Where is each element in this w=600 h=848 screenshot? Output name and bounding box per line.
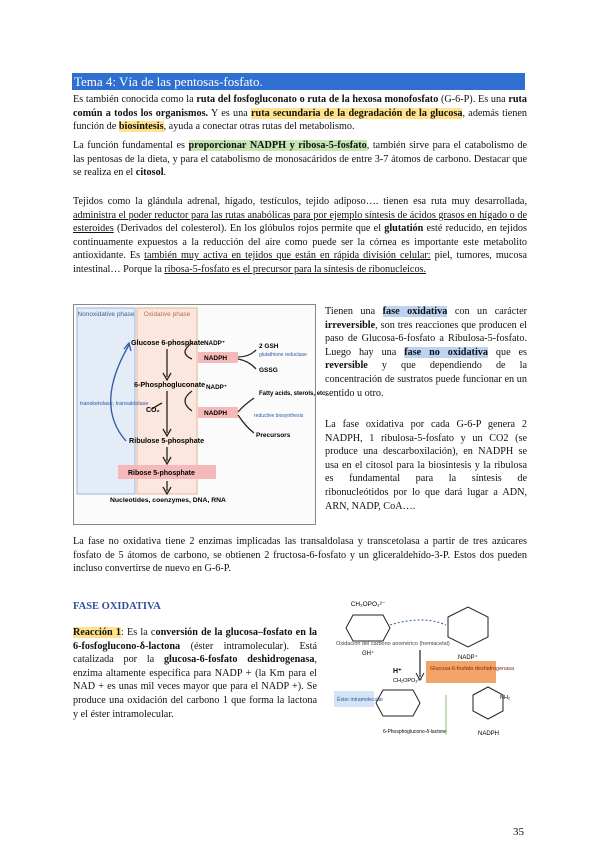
reductive-biosynthesis-label: reductive biosynthesis xyxy=(254,413,304,419)
ox-phase-label: Oxidative phase xyxy=(143,311,191,318)
ribulose-5-phosphate-label: Ribulose 5-phosphate xyxy=(129,436,205,445)
nadph-label-1: NADPH xyxy=(204,355,228,362)
gssg-label: GSSG xyxy=(259,367,278,374)
enzyme-label: Glucosa-6-fosfato deshidrogenasa xyxy=(430,666,515,672)
ch2opo3-bottom: CH₂OPO₃²⁻ xyxy=(393,678,423,684)
pathway-figure xyxy=(73,304,328,525)
nadph-ring xyxy=(473,687,503,719)
lactone-label: 6-Phosphoglucono-δ-lactone xyxy=(383,729,447,735)
nadph-label-2: NADPH xyxy=(204,410,228,417)
glucose-ring xyxy=(346,615,390,641)
section-title: Tema 4: Vía de las pentosas-fosfato. xyxy=(72,73,525,90)
reaction-1-diagram xyxy=(328,595,528,745)
heading-fase-oxidativa: FASE OXIDATIVA xyxy=(73,601,161,612)
gh-label: GH⁺ xyxy=(362,651,375,657)
phases-description: Tienen una fase oxidativa con un carácter irreversible, son tres reacciones que producen el paso de Glucosa-6-fosfato a Ribulosa-5-fosfato. Luego hay una fase no oxidativa que es reversible y que dependiendo de la concentración de sustratos puede funcionar en un sentido u otro. xyxy=(325,306,527,399)
nh2-label: NH₂ xyxy=(500,695,511,701)
paragraph-nonoxidative: La fase no oxidativa tiene 2 enzimas implicadas las transaldolasa y transcetolasa a partir de tres azúcares fosfato de 5 átomos de carbono, se obtienen 2 fructosa-6-fosfato y un gliceraldehído-3-P. Estos dos pueden incluso convertirse de nuevo en G-6-P. xyxy=(73,536,527,575)
pathway-diagram xyxy=(74,305,328,524)
nonox-phase-label: Nonoxidative phase xyxy=(77,311,135,318)
enzyme-box xyxy=(426,661,496,683)
hplus-label: H⁺ xyxy=(393,668,402,675)
nadp-plus-1: NADP⁺ xyxy=(204,340,226,347)
lactone-ring xyxy=(376,690,420,716)
glutathione-reductase-label: glutathione reductase xyxy=(259,352,307,358)
ester-label: Éster intramolecular xyxy=(337,697,384,703)
paragraph-function: La función fundamental es proporcionar NADPH y ribosa-5-fosfato, también sirve para el catabolismo de las pentosas de la dieta, y para el catabolismo de monosacáridos de entre 3-7 átomos de carbono. Destacar que se realiza en el citosol. xyxy=(73,140,527,179)
phosphogluconate-label: 6-Phosphogluconate xyxy=(134,380,206,389)
page-number: 35 xyxy=(513,826,524,838)
transketolase-label: transketolase, transaldolase xyxy=(80,401,149,407)
glucose-6-phosphate-label: Glucose 6-phosphate xyxy=(131,338,205,347)
reaction-1-text: Reacción 1: Es la conversión de la glucosa–fosfato en la 6-fosfoglucono-δ-lactona (éster intramolecular). Está catalizada por la glucosa-6-fosfato deshidrogenasa, enzima altamente específica para NADP + (la Km para el NAD + es unas mil veces mayor que para el NADP +). Se produce una oxidación del carbono 1 que forma la lactona y el éster intramolecular. xyxy=(73,627,317,720)
nadp-label: NADP⁺ xyxy=(458,655,478,661)
nadph-chem-label: NADPH xyxy=(478,731,500,737)
gsh-label: 2 GSH xyxy=(259,343,279,350)
paragraph-intro: Es también conocida como la ruta del fosfogluconato o ruta de la hexosa monofosfato (G-6-P). Es una ruta común a todos los organismos. Y es una ruta secundaria de la degradación de la glucosa, además tienen función de biosíntesis, ayuda a conectar otras rutas del metabolismo. xyxy=(73,94,528,133)
fatty-acids-label: Fatty acids, sterols, etc. xyxy=(259,391,328,397)
nucleotides-label: Nucleotides, coenzymes, DNA, RNA xyxy=(110,497,226,504)
ribose-5-phosphate-label: Ribose 5-phosphate xyxy=(128,470,195,477)
oxidative-phase-yield: La fase oxidativa por cada G-6-P genera 2 NADPH, 1 ribulosa-5-fosfato y un CO2 (se produce una descarboxilación), en NADPH se usa en el citosol para la biosíntesis y la ribulosa es fundamental para la síntesis de ribonucleótidos por lo que dará lugar a ADN, ARN, NADP, CoA…. xyxy=(325,419,527,512)
nadp-ring xyxy=(448,607,488,647)
oxidation-label: Oxidación del carbono anomérico (hemiacetal) xyxy=(336,641,450,647)
precursors-label: Precursors xyxy=(256,432,291,439)
co2-label: CO₂ xyxy=(146,407,160,414)
reaction-1-scheme xyxy=(328,595,528,745)
ch2opo3-top: CH₂OPO₃²⁻ xyxy=(350,601,386,608)
paragraph-tissues: Tejidos como la glándula adrenal, hígado, testículos, tejido adiposo…. tienen esa ruta muy desarrollada, administra el poder reductor para las rutas anabólicas para por ejemplo síntesis de ácidos grasos en hígado o de esteroides (Derivados del colesterol). En los glóbulos rojos permite que el glutatión esté reducido, en tejidos continuamente expuestos a la reducción del aire como puede ser la córnea es importante este metabolito antioxidante. Es también muy activa en tejidos que están en rápida división celular: piel, tumores, mucosa intestinal… Porque la ribosa-5-fosfato es el precursor para la síntesis de ribonucleicos. xyxy=(73,196,527,275)
nadp-plus-2: NADP⁺ xyxy=(206,384,228,391)
